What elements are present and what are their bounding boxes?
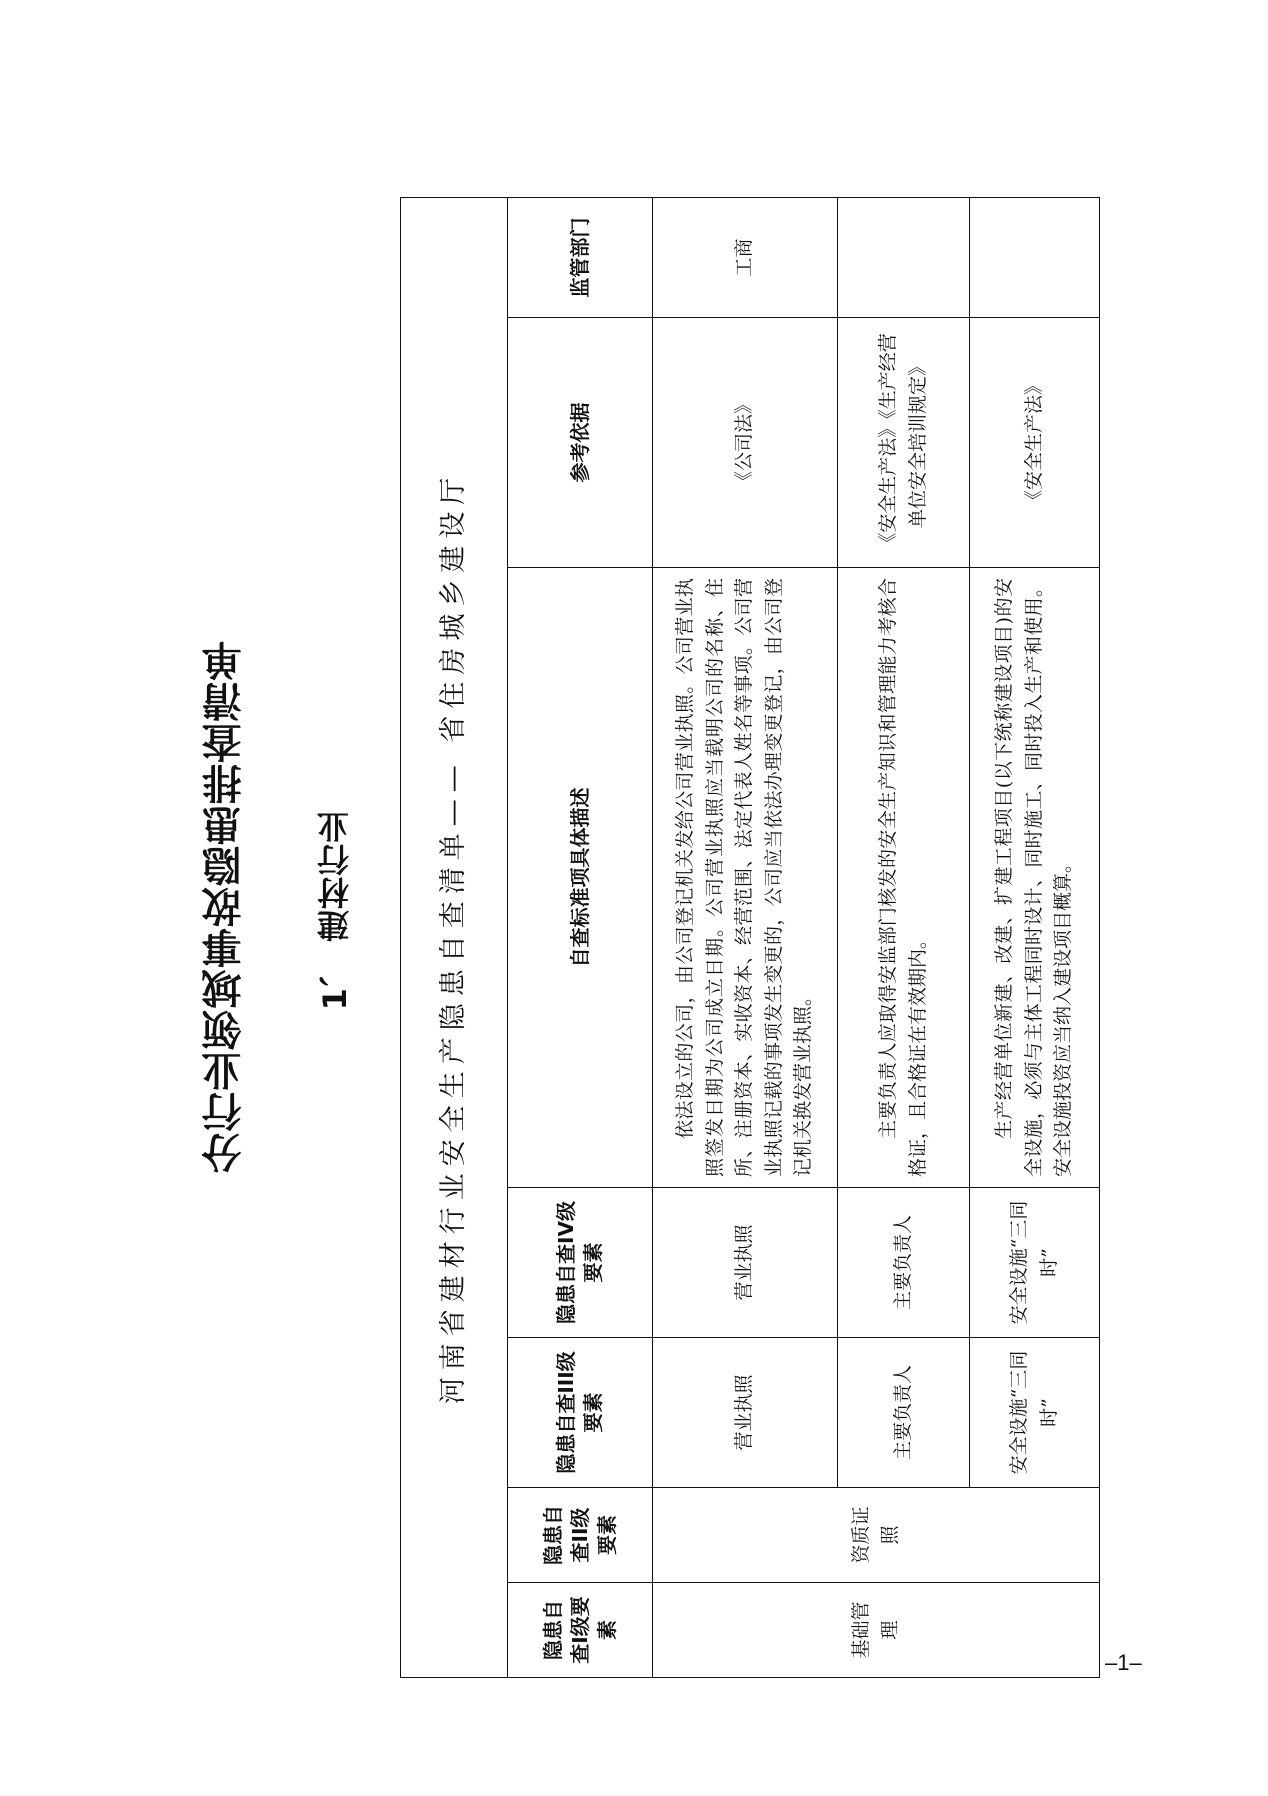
rotated-table-container [400,198,1090,1678]
header-level3: 隐患自查III级要素 [508,1338,653,1488]
table-row [653,197,838,1677]
cell-reference: 《安全生产法》 [970,318,1100,568]
table-row [970,197,1100,1677]
cell-department: 工商 [653,197,838,317]
table-header-row [508,197,653,1677]
cell-level2: 资质证照 [653,1488,1100,1583]
hazard-checklist-table [400,197,1100,1678]
header-level1: 隐患自查I级要素 [508,1583,653,1678]
cell-level3: 主要负责人 [838,1338,970,1488]
page-number: –1– [1105,1650,1142,1675]
section-title: 1、 建材行业 [316,810,354,1011]
header-description: 自查标准项具体描述 [508,568,653,1188]
cell-level4: 主要负责人 [838,1188,970,1338]
cell-level3: 营业执照 [653,1338,838,1488]
header-department: 监管部门 [508,197,653,317]
cell-level1: 基础管理 [653,1583,1100,1678]
cell-department [970,197,1100,317]
table-caption: 河南省建材行业安全生产隐患自查清单—— 省住房城乡建设厅 [401,197,508,1677]
header-reference: 参考依据 [508,318,653,568]
cell-description: 生产经营单位新建、改建、扩建工程项目(以下统称建设项目)的安全设施，必须与主体工程同时设计、同时施工、同时投入生产和使用。安全设施投资应当纳入建设项目概算。 [970,568,1100,1188]
cell-level4: 营业执照 [653,1188,838,1338]
cell-reference: 《安全生产法》《生产经营单位安全培训规定》 [838,318,970,568]
table-row [838,197,970,1677]
cell-description: 依法设立的公司，由公司登记机关发给公司营业执照。公司营业执照签发日期为公司成立日期。公司营业执照应当载明公司的名称、住所、注册资本、实收资本、经营范围、法定代表人姓名等事项。公司营业执照记载的事项发生变更的，公司应当依法办理变更登记，由公司登记机关换发营业执照。 [653,568,838,1188]
cell-level3: 安全设施“三同时” [970,1338,1100,1488]
header-level2: 隐患自查II级要素 [508,1488,653,1583]
cell-department [838,197,970,317]
header-level4: 隐患自查IV级要素 [508,1188,653,1338]
cell-level4: 安全设施“三同时” [970,1188,1100,1338]
cell-reference: 《公司法》 [653,318,838,568]
document-title: 分行业领域事故隐患排查清单 [202,640,248,1173]
cell-description: 主要负责人应取得安监部门核发的安全生产知识和管理能力考核合格证，且合格证在有效期内。 [838,568,970,1188]
